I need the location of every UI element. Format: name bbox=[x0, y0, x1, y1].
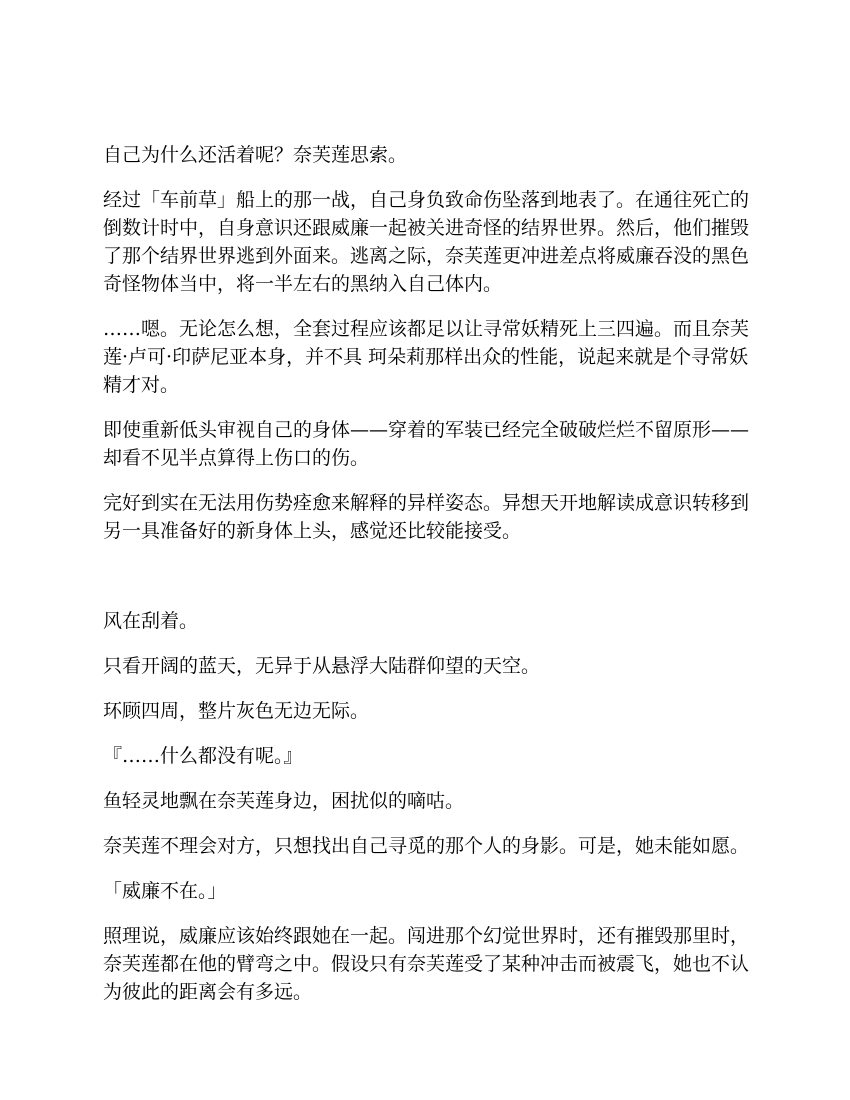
section-break bbox=[103, 562, 753, 607]
paragraph: 完好到实在无法用伤势痊愈来解释的异样姿态。异想天开地解读成意识转移到另一具准备好的新身体上头，感觉还比较能接受。 bbox=[103, 492, 750, 542]
paragraph: 风在刮着。 bbox=[103, 610, 199, 632]
paragraph: 经过「车前草」船上的那一战，自己身负致命伤坠落到地表了。在通往死亡的倒数计时中，自身意识还跟威廉一起被关进奇怪的结界世界。然后，他们摧毁了那个结界世界逃到外面来。逃离之际，奈芙莲更冲进差点将威廉吞没的黑色奇怪物体当中，将一半左右的黑纳入自己体内。 bbox=[103, 189, 750, 295]
paragraph: 「威廉不在。」 bbox=[103, 880, 227, 902]
section-1 bbox=[103, 141, 753, 545]
paragraph: 『……什么都没有呢。』 bbox=[103, 745, 303, 767]
document-page bbox=[103, 141, 753, 1023]
paragraph: 照理说，威廉应该始终跟她在一起。闯进那个幻觉世界时，还有摧毁那里时，奈芙莲都在他的臂弯之中。假设只有奈芙莲受了某种冲击而被震飞，她也不认为彼此的距离会有多远。 bbox=[103, 925, 750, 1003]
paragraph: 奈芙莲不理会对方，只想找出自己寻觅的那个人的身影。可是，她未能如愿。 bbox=[103, 835, 750, 857]
paragraph: 只看开阔的蓝天，无异于从悬浮大陆群仰望的天空。 bbox=[103, 655, 541, 677]
paragraph: 环顾四周，整片灰色无边无际。 bbox=[103, 700, 370, 722]
paragraph: 自己为什么还活着呢？奈芙莲思索。 bbox=[103, 144, 408, 166]
paragraph: 即使重新低头审视自己的身体——穿着的军装已经完全破破烂烂不留原形——却看不见半点算得上伤口的伤。 bbox=[103, 419, 750, 469]
paragraph: 鱼轻灵地飘在奈芙莲身边，困扰似的嘀咕。 bbox=[103, 790, 465, 812]
paragraph: ……嗯。无论怎么想，全套过程应该都足以让寻常妖精死上三四遍。而且奈芙莲·卢可·印萨尼亚本身，并不具 珂朵莉那样出众的性能，说起来就是个寻常妖精才对。 bbox=[103, 318, 750, 396]
section-2 bbox=[103, 607, 753, 1006]
